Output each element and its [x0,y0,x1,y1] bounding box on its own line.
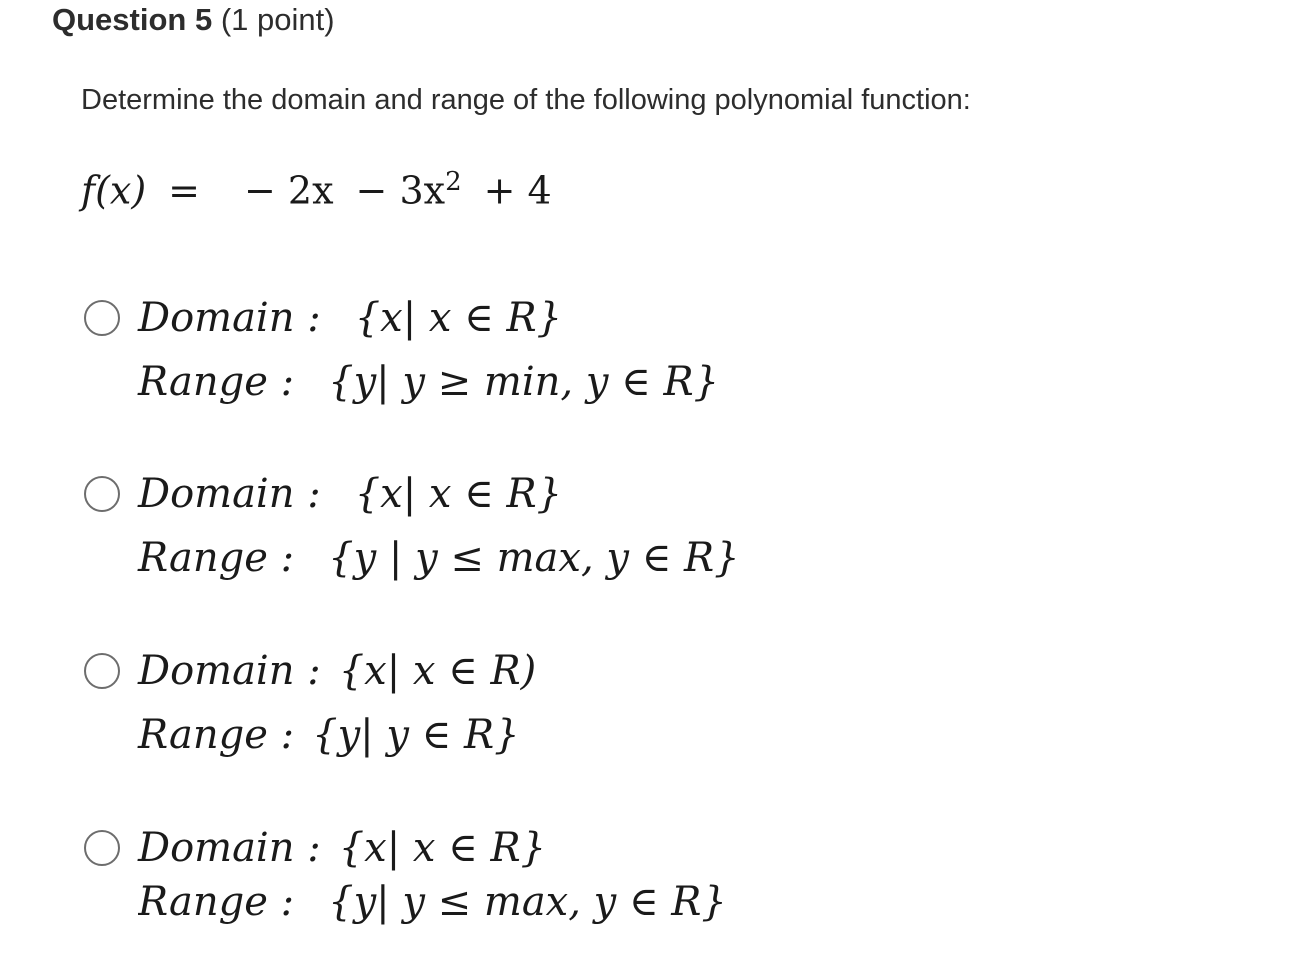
domain-set: {x| x ∈ R} [338,825,547,871]
option-domain [138,290,562,346]
range-set: {y| y ≤ max, y ∈ R} [328,884,727,925]
domain-set: {x| x ∈ R} [354,471,563,517]
question-points: (1 point) [220,2,335,37]
domain-label: Domain : [138,648,321,694]
option-range [138,884,727,930]
option-range [138,530,740,586]
range-set: {y| y ≥ min, y ∈ R} [328,359,720,405]
function-equals: = [168,168,200,213]
question-prompt: Determine the domain and range of the following polynomial function: [81,84,971,116]
option-range-clipped [138,884,898,930]
domain-set: {x| x ∈ R} [354,295,563,341]
range-label: Range : [138,712,295,758]
range-label: Range : [138,884,295,925]
function-expression [81,152,552,221]
radio-button[interactable] [84,476,120,512]
function-term-1: − 2x [244,168,334,213]
function-exponent: 2 [445,167,462,197]
radio-button[interactable] [84,300,120,336]
option-range [138,354,719,410]
domain-label: Domain : [138,295,321,341]
option-range [138,707,520,763]
domain-set: {x| x ∈ R) [338,648,537,694]
function-term-2: − 3x [355,168,446,213]
range-label: Range : [138,535,295,581]
function-lhs: f(x) [81,168,147,213]
range-set: {y | y ≤ max, y ∈ R} [328,535,740,581]
option-domain [138,820,546,876]
range-label: Range : [138,359,295,405]
option-domain [138,466,562,522]
question-number: Question 5 [52,2,213,37]
question-header [52,2,335,38]
function-term-3: + 4 [483,168,552,213]
option-domain [138,643,536,699]
range-set: {y| y ∈ R} [312,712,520,758]
domain-label: Domain : [138,471,321,517]
radio-button[interactable] [84,653,120,689]
domain-label: Domain : [138,825,321,871]
radio-button[interactable] [84,830,120,866]
